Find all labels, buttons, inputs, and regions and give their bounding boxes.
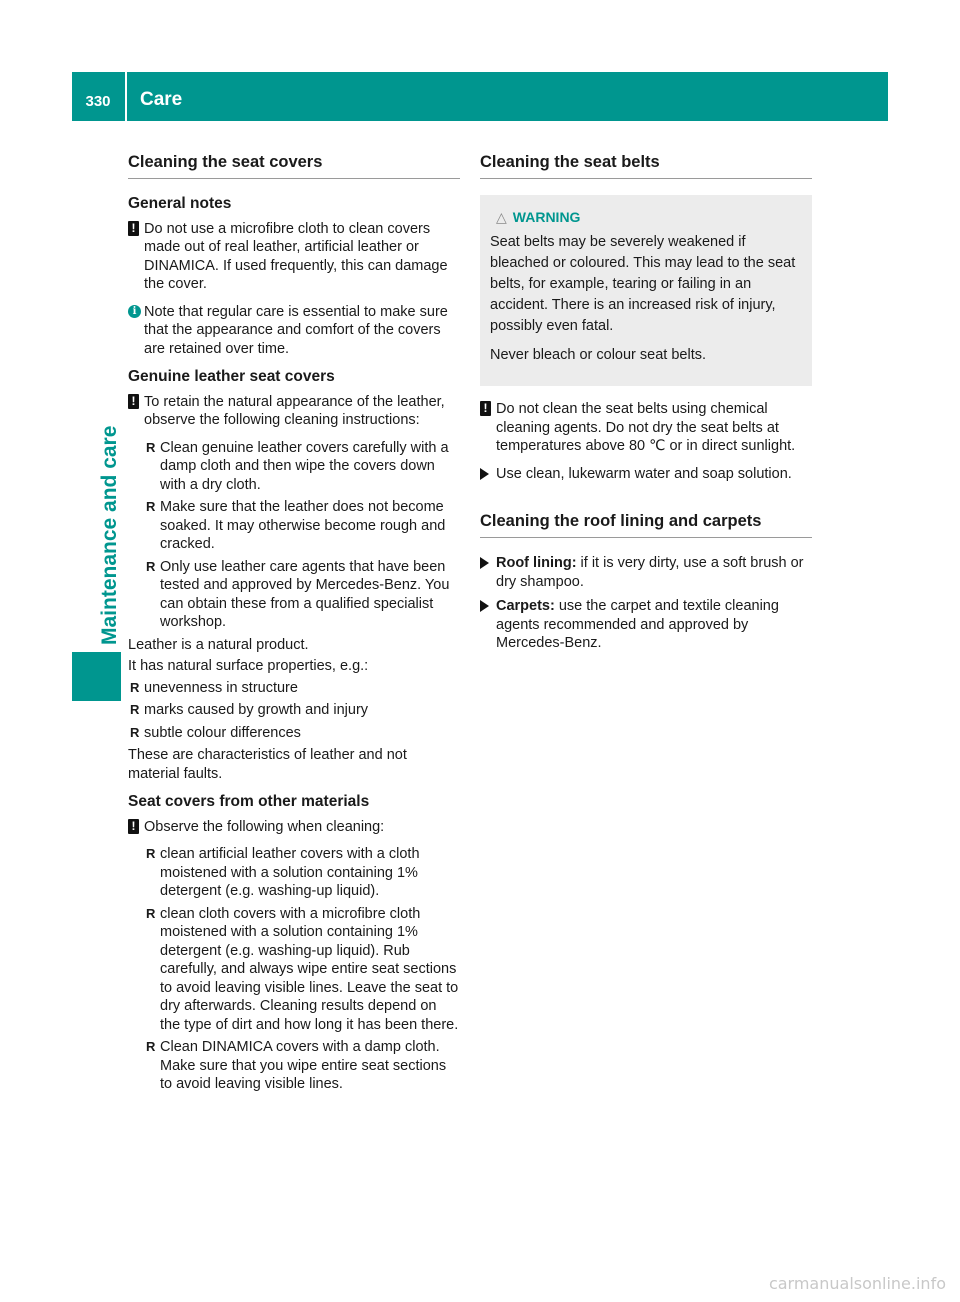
paragraph: These are characteristics of leather and not material faults. [128,747,407,782]
list-item-text: subtle colour differences [144,724,301,741]
header-divider [125,72,127,121]
heading-other-materials: Seat covers from other materials [128,793,370,810]
notice-text: Do not clean the seat belts using chemical cleaning agents. Do not dry the seat belts at temperatures above 80 ℃ or in direct sunlight. [496,401,796,454]
warning-text: Seat belts may be severely weakened if bleached or coloured. This may lead to the seat belts, for example, tearing or failing in an accident. There is an increased risk of injury, possibly even fatal. [490,234,796,334]
action-step [480,554,812,591]
watermark: carmanualsonline.info [768,1274,946,1293]
info-text: Note that regular care is essential to make sure that the appearance and comfort of the covers are retained over time. [144,303,448,357]
list-item-text: Clean genuine leather covers carefully with a damp cloth and then wipe the covers down with a dry cloth. [160,439,449,493]
right-column [480,152,812,659]
list-item-text: Only use leather care agents that have been tested and approved by Mercedes-Benz. You can obtain these from a qualified specialist workshop. [160,558,450,630]
action-text: if it is very dirty, use a soft brush or dry shampoo. [496,555,804,590]
exclamation-icon: ! [480,401,491,416]
warning-triangle-icon: △ [496,209,507,225]
chapter-title: Care [140,89,183,110]
bullet-icon: R [146,1039,156,1054]
action-arrow-icon [480,557,489,569]
warning-box [480,195,812,386]
list-item-text: Make sure that the leather does not become soaked. It may otherwise become rough and cracked. [160,499,446,552]
paragraph: Leather is a natural product. [128,636,309,653]
heading-general-notes: General notes [128,195,232,212]
exclamation-icon: ! [128,221,139,236]
list-item [144,845,460,901]
action-step [480,597,812,653]
notice-microfibre [128,220,460,294]
bullet-icon: R [146,905,156,921]
notice-text: To retain the natural appearance of the leather, observe the following cleaning instructions: [144,393,445,428]
bullet-icon: R [146,439,156,455]
section-title-seat-belts: Cleaning the seat belts [480,152,812,179]
bullet-icon: R [146,499,156,514]
bullet-icon: R [130,702,140,717]
notice-other-materials [128,818,460,837]
left-column [128,152,460,1098]
exclamation-icon: ! [128,819,139,834]
bullet-icon: R [146,846,156,861]
warning-label: WARNING [512,209,581,225]
header-bar [72,72,888,121]
notice-text: Observe the following when cleaning: [144,818,385,835]
warning-heading [490,207,802,228]
list-item-text: marks caused by growth and injury [144,702,369,718]
paragraph: It has natural surface properties, e.g.: [128,658,369,674]
action-label: Roof lining: [496,555,577,571]
section-title-seat-covers: Cleaning the seat covers [128,152,460,179]
warning-text: Never bleach or colour seat belts. [490,347,706,363]
bullet-icon: R [146,558,156,574]
notice-seat-belts [480,400,812,456]
notice-genuine-leather [128,393,460,430]
list-item [128,701,460,720]
info-regular-care [128,303,460,359]
info-icon: i [128,305,141,318]
heading-genuine-leather: Genuine leather seat covers [128,368,335,385]
side-tab-label: Maintenance and care [98,425,121,645]
list-item [144,905,460,1035]
list-item [144,558,460,632]
exclamation-icon: ! [128,394,139,409]
list-item [144,439,460,495]
list-item [144,498,460,554]
action-arrow-icon [480,468,489,480]
list-item-text: unevenness in structure [144,679,298,696]
list-item-text: Clean DINAMICA covers with a damp cloth. Make sure that you wipe entire seat sections to avoid leaving visible lines. [160,1039,447,1092]
notice-text: Do not use a microfibre cloth to clean covers made out of real leather, artificial leather or DINAMICA. If used frequently, this can damage the cover. [144,220,448,292]
section-title-roof-lining: Cleaning the roof lining and carpets [480,511,812,538]
action-label: Carpets: [496,598,555,614]
list-item [128,679,460,698]
action-text: Use clean, lukewarm water and soap solution. [496,465,792,482]
side-tab-marker [72,652,121,701]
bullet-icon: R [130,679,140,695]
list-item [144,1038,460,1094]
action-arrow-icon [480,600,489,612]
page-number: 330 [85,93,111,110]
bullet-icon: R [130,724,140,740]
action-text: use the carpet and textile cleaning agents recommended and approved by Mercedes-Benz. [496,598,779,651]
list-item [128,724,460,743]
list-item-text: clean cloth covers with a microfibre cloth moistened with a solution containing 1% detergent (e.g. washing-up liquid). Rub carefully, and always wipe entire seat sections to avoid leaving visible lines. Leave the seat to dry afterwards. Cleaning results depend on the type of dirt and how long it has been there. [160,905,459,1033]
list-item-text: clean artificial leather covers with a cloth moistened with a solution containing 1% detergent (e.g. washing-up liquid). [160,846,420,899]
action-step [480,465,812,484]
